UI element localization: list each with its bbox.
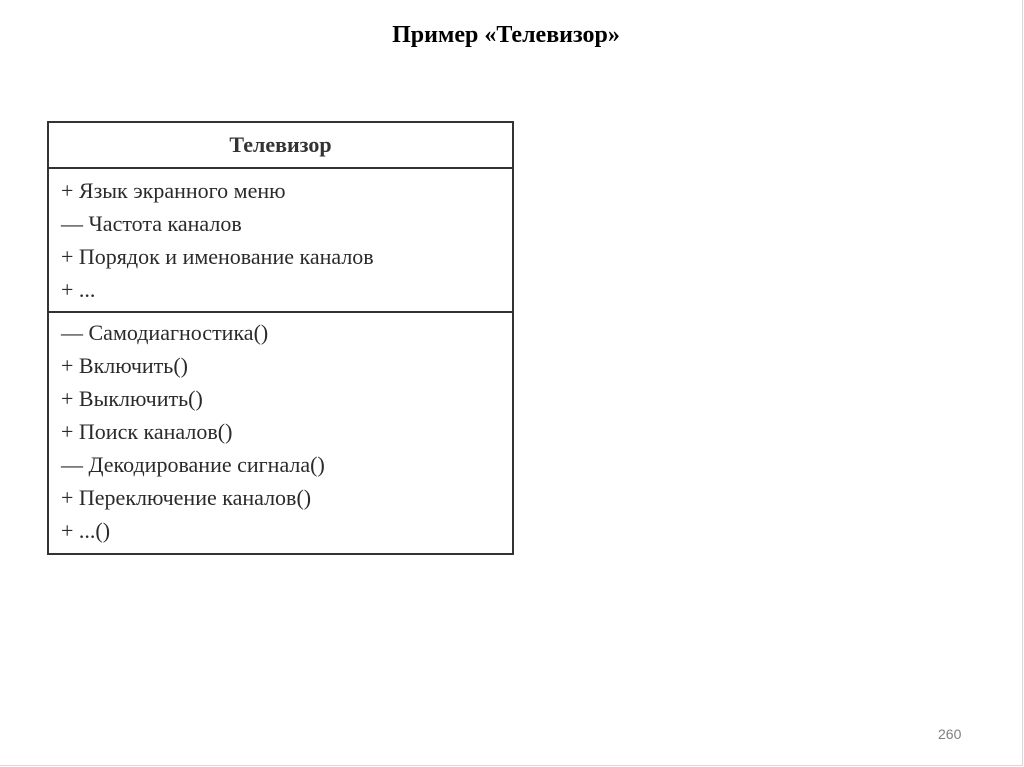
slide-title: Пример «Телевизор» [392,22,620,48]
page-number: 260 [938,726,962,742]
uml-attribute: — Частота каналов [61,211,242,236]
uml-operation: — Декодирование сигнала() [61,452,325,477]
uml-operation: + Поиск каналов() [61,419,233,444]
uml-class-box [47,121,514,555]
uml-operation: + Выключить() [61,386,203,411]
uml-operation: — Самодиагностика() [61,320,269,345]
uml-attributes-section [49,169,512,313]
uml-operation: + Переключение каналов() [61,485,312,510]
uml-operations-section [49,313,512,553]
uml-attribute: + ... [61,277,96,302]
uml-class-name: Телевизор [49,123,512,169]
uml-operation: + Включить() [61,353,188,378]
uml-attribute: + Язык экранного меню [61,178,286,203]
uml-operation: + ...() [61,518,111,543]
uml-attribute: + Порядок и именование каналов [61,244,374,269]
